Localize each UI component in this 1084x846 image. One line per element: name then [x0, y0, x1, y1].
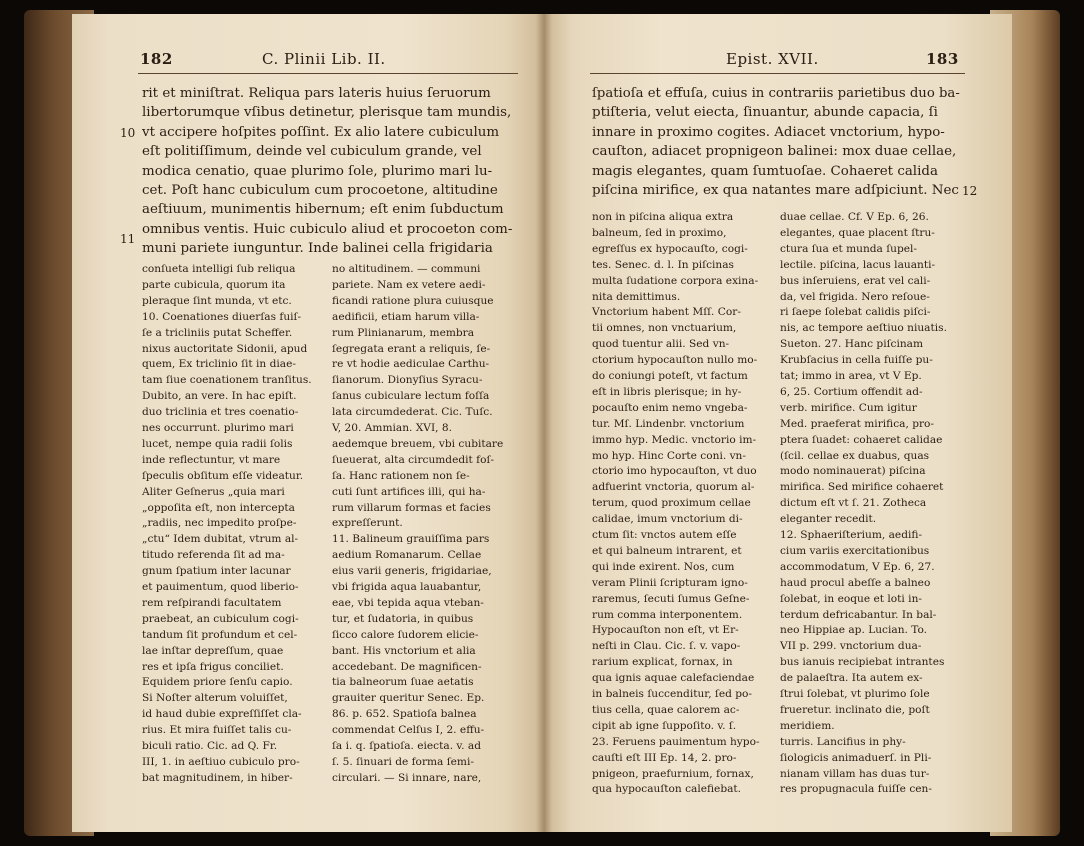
note-line: ficandi ratione plura cuiusque: [332, 294, 494, 307]
note-line: pariete. Nam ex vetere aedi-: [332, 278, 486, 291]
note-line: cauſti eſt III Ep. 14, 2. pro-: [592, 751, 737, 764]
note-line: nixus auctoritate Sidonii, apud: [142, 342, 308, 355]
note-line: 23. Feruens pauimentum hypo-: [592, 735, 760, 748]
note-line: ſanus cubiculare lectum foſſa: [332, 390, 490, 403]
note-line: Aliter Geſnerus „quia mari: [142, 485, 285, 498]
right-page-number: 183: [926, 50, 959, 68]
right-header-rule: [590, 73, 965, 74]
note-line: pocauſto enim nemo vngeba-: [592, 401, 748, 414]
text-line: rit et miniſtrat. Reliqua pars lateris huius ſeruorum: [142, 86, 491, 101]
text-line: eſt politiſſimum, deinde vel cubiculum grande, vel: [142, 144, 482, 160]
text-line: aeſtiuum, munimentis hibernum; eſt enim ſubductum: [142, 202, 504, 218]
note-line: ſ. 5. ſinuari de forma ſemi-: [332, 755, 474, 768]
note-line: multa ſudatione corpora exina-: [592, 274, 759, 287]
note-line: ſpeculis obſitum eſſe videatur.: [142, 469, 304, 482]
note-line: meridiem.: [780, 719, 835, 732]
note-line: Krubſacius in cella fuiſſe pu-: [780, 354, 933, 367]
note-line: calidae, imum vnctorium di-: [592, 513, 743, 526]
note-line: bus ianuis recipiebat intrantes: [780, 656, 945, 669]
note-line: parte cubicula, quorum ita: [142, 278, 286, 291]
book-gutter: [536, 14, 552, 832]
note-line: res et ipſa frigus conciliet.: [142, 660, 284, 673]
note-line: „radiis, nec impedito proſpe-: [142, 517, 297, 530]
text-line: magis elegantes, quam ſumtuoſae. Cohaeret calida: [592, 163, 938, 179]
text-line: innare in proximo cogites. Adiacet vnctorium, hypo-: [592, 124, 945, 140]
text-line: ptiſteria, velut eiecta, ſinuantur, abunde capacia, ſi: [592, 105, 938, 121]
note-line: non in piſcina aliqua extra: [592, 211, 734, 223]
note-line: frueretur. inclinato die, poſt: [780, 703, 930, 716]
note-line: cipit ab igne ſuppoſito. v. ſ.: [592, 719, 737, 732]
note-line: ctorium hypocauſton nullo mo-: [592, 354, 758, 367]
text-line: cauſton, adiacet propnigeon balinei: mox duae cellae,: [592, 144, 957, 160]
note-line: eleganter recedit.: [780, 513, 877, 526]
note-line: 11. Balineum grauiſſima pars: [332, 533, 490, 546]
note-line: „oppoſita eſt, non intercepta: [142, 501, 295, 514]
margin-number: 10: [120, 126, 136, 140]
note-line: haud procul abeſſe a balneo: [780, 576, 931, 589]
note-line: 86. p. 652. Spatioſa balnea: [332, 708, 477, 721]
note-line: no altitudinem. — communi: [332, 263, 481, 275]
note-line: immo hyp. Medic. vnctorio im-: [592, 433, 757, 446]
note-line: bat magnitudinem, in hiber-: [142, 771, 293, 784]
note-line: cium variis exercitationibus: [780, 544, 930, 557]
note-line: res propugnacula fuiſſe cen-: [780, 783, 932, 796]
note-line: et qui balneum intrarent, et: [592, 544, 742, 557]
note-line: eae, vbi tepida aqua vteban-: [332, 596, 484, 609]
note-line: bus inſeruiens, erat vel cali-: [780, 274, 931, 287]
note-line: accedebant. De magnificen-: [332, 660, 482, 673]
note-line: rius. Et mira fuiſſet talis cu-: [142, 724, 292, 737]
note-line: neo Hippiae ap. Lucian. To.: [780, 624, 928, 637]
text-line: vt accipere hoſpites poſſint. Ex alio latere cubiculum: [142, 124, 500, 140]
right-running-head: Epist. XVII.: [726, 50, 819, 68]
note-line: ſtrui ſolebat, vt plurimo ſole: [780, 688, 930, 700]
note-line: neſti in Clau. Cic. ſ. v. vapo-: [592, 640, 741, 653]
note-line: Dubito, an vere. In hac epiſt.: [142, 390, 297, 403]
note-line: in balneis ſuccenditur, ſed po-: [592, 688, 753, 700]
note-line: eſt in libris plerisque; in hy-: [592, 385, 742, 398]
note-line: Vnctorium habent Mſſ. Cor-: [592, 306, 741, 319]
text-line: piſcina mirifice, ex qua natantes mare adſpiciunt. Nec: [592, 183, 959, 198]
note-line: vbi frigida aqua lauabantur,: [332, 581, 482, 593]
note-line: nes occurrunt. plurimo mari: [142, 422, 294, 434]
note-line: de palaeſtra. Ita autem ex-: [780, 672, 923, 685]
note-line: lae inſtar depreſſum, quae: [142, 644, 284, 657]
note-line: 6, 25. Cortium offendit ad-: [780, 385, 923, 398]
note-line: tam ſiue coenationem tranſitus.: [142, 374, 312, 387]
note-line: qua hypocauſton calefiebat.: [592, 783, 742, 796]
note-line: Sueton. 27. Hanc piſcinam: [780, 338, 924, 351]
note-line: rum comma interponentem.: [592, 608, 743, 621]
note-line: adfuerint vnctoria, quorum al-: [592, 481, 755, 494]
text-line: libertorumque vſibus detinetur, plerisque tam mundis,: [142, 105, 512, 121]
left-page-number: 182: [140, 50, 173, 68]
note-line: aedemque breuem, vbi cubitare: [332, 437, 504, 450]
note-line: ſa i. q. ſpatioſa. eiecta. v. ad: [332, 740, 481, 752]
note-line: inde reflectuntur, vt mare: [142, 453, 281, 466]
left-header-rule: [138, 73, 518, 74]
note-line: nis, ac tempore aeſtiuo niuatis.: [780, 322, 947, 335]
note-line: balneum, ſed in proximo,: [592, 226, 727, 239]
note-line: quod tuentur alii. Sed vn-: [592, 338, 730, 351]
note-line: dictum eſt vt ſ. 21. Zotheca: [780, 497, 927, 510]
note-line: duae cellae. Cf. V Ep. 6, 26.: [780, 211, 929, 223]
text-line: omnibus ventis. Huic cubiculo aliud et procoeton com-: [142, 221, 513, 237]
note-line: terum, quod proximum cellae: [592, 497, 751, 510]
note-line: conſueta intelligi ſub reliqua: [142, 263, 296, 275]
note-line: et pauimentum, quod liberio-: [142, 581, 299, 593]
note-line: eius varii generis, frigidariae,: [332, 565, 492, 578]
note-line: commendat Celſus I, 2. effu-: [332, 724, 485, 737]
note-line: ſegregata erant a reliquis, ſe-: [332, 342, 491, 355]
note-line: ptera ſuadet: cohaeret calidae: [780, 433, 943, 446]
note-line: do coniungi poteſt, vt factum: [592, 370, 748, 382]
note-line: qui inde exirent. Nos, cum: [592, 560, 735, 573]
note-line: Hypocauſton non eſt, vt Er-: [592, 624, 739, 637]
note-line: ctorio imo hypocauſton, vt duo: [592, 465, 757, 478]
note-line: bant. His vnctorium et alia: [332, 644, 476, 657]
note-line: 10. Coenationes diuerſas fuiſ-: [142, 310, 302, 323]
note-line: tes. Senec. d. l. In piſcinas: [592, 258, 734, 271]
note-line: Med. praeferat mirifica, pro-: [780, 417, 934, 430]
note-line: nianam villam has duas tur-: [780, 767, 930, 780]
note-line: circulari. — Si innare, nare,: [332, 771, 482, 784]
note-line: mirifica. Sed mirifice cohaeret: [780, 481, 944, 494]
note-line: cuti ſunt artifices illi, qui ha-: [332, 485, 486, 498]
note-line: da, vel frigida. Nero reſoue-: [780, 290, 930, 303]
note-line: accommodatum, V Ep. 6, 27.: [780, 560, 935, 573]
note-line: rem reſpirandi facultatem: [142, 596, 282, 609]
text-line: ſpatioſa et effuſa, cuius in contrariis parietibus duo ba-: [592, 86, 960, 101]
note-line: duo triclinia et tres coenatio-: [142, 406, 299, 419]
note-line: ſianorum. Dionyſius Syracu-: [332, 374, 483, 387]
note-line: rum villarum formas et facies: [332, 501, 491, 514]
text-line: cet. Poſt hanc cubiculum cum procoetone, altitudine: [142, 183, 498, 198]
note-line: raremus, ſecuti ſumus Geſne-: [592, 592, 750, 605]
note-line: tii omnes, non vnctuarium,: [592, 322, 737, 335]
left-running-head: C. Plinii Lib. II.: [262, 50, 386, 68]
note-line: modo nominauerat) piſcina: [780, 465, 926, 478]
note-line: pleraque ſint munda, vt etc.: [142, 294, 292, 307]
note-line: ſueuerat, alta circumdedit foſ-: [332, 453, 494, 466]
note-line: tur. Mſ. Lindenbr. vnctorium: [592, 417, 745, 430]
note-line: qua ignis aquae calefaciendae: [592, 672, 755, 685]
note-line: re vt hodie aediculae Carthu-: [332, 358, 490, 371]
note-line: rarium explicat, fornax, in: [592, 656, 733, 669]
note-line: praebeat, an cubiculum cogi-: [142, 612, 299, 625]
note-line: ſolebat, in eoque et loti in-: [780, 592, 922, 605]
note-line: elegantes, quae placent ſtru-: [780, 226, 935, 239]
note-line: ri ſaepe ſolebat calidis piſci-: [780, 306, 931, 319]
note-line: (ſcil. cellae ex duabus, quas: [780, 449, 930, 462]
note-line: VII p. 299. vnctorium dua-: [780, 640, 922, 653]
note-line: gnum ſpatium inter lacunar: [142, 565, 291, 578]
note-line: Equidem priore ſenſu capio.: [142, 676, 293, 689]
text-line: muni pariete iunguntur. Inde balinei cella frigidaria: [142, 241, 493, 257]
note-line: mo hyp. Hinc Corte coni. vn-: [592, 449, 746, 462]
note-line: ſa. Hanc rationem non ſe-: [332, 469, 470, 482]
note-line: „ctu“ Idem dubitat, vtrum al-: [142, 533, 299, 546]
note-line: quem, Ex triclinio ſit in diae-: [142, 358, 296, 371]
note-line: ſe a tricliniis putat Scheffer.: [142, 326, 293, 339]
note-line: tius cella, quae calorem ac-: [592, 703, 740, 716]
text-line: modica cenatio, quae plurimo ſole, plurimo mari lu-: [142, 163, 493, 179]
note-line: lata circumdederat. Cic. Tuſc.: [332, 406, 493, 419]
note-line: Si Noſter alterum voluiſſet,: [142, 692, 288, 705]
note-line: III, 1. in aeſtiuo cubiculo pro-: [142, 755, 300, 768]
note-line: biculi ratio. Cic. ad Q. Fr.: [142, 740, 278, 752]
note-line: tandum ſit profundum et cel-: [142, 628, 298, 641]
note-line: ſicco calore ſudorem elicie-: [332, 628, 479, 641]
note-line: titudo referenda ſit ad ma-: [142, 549, 285, 562]
note-line: pnigeon, praefurnium, fornax,: [592, 767, 754, 780]
note-line: verb. mirifice. Cum igitur: [780, 401, 917, 414]
note-line: turris. Lancifius in phy-: [780, 735, 906, 748]
note-line: ctura ſua et munda ſupel-: [780, 242, 917, 255]
note-line: lectile. piſcina, lacus lauanti-: [780, 258, 936, 271]
note-line: id haud dubie expreſſiſſet cla-: [142, 708, 302, 721]
note-line: ſiologicis animaduerſ. in Pli-: [780, 751, 932, 764]
note-line: aedificii, etiam harum villa-: [332, 310, 480, 323]
note-line: grauiter queritur Senec. Ep.: [332, 692, 485, 705]
note-line: lucet, nempe quia radii ſolis: [142, 437, 293, 450]
note-line: egreſſus ex hypocauſto, cogi-: [592, 242, 748, 255]
note-line: ctum ſit: vnctos autem eſſe: [592, 529, 737, 541]
note-line: expreſſerunt.: [332, 517, 403, 530]
note-line: terdum defricabantur. In bal-: [780, 608, 937, 621]
note-line: tat; immo in area, vt V Ep.: [780, 370, 922, 382]
note-line: V, 20. Ammian. XVI, 8.: [332, 422, 452, 434]
margin-number: 11: [120, 232, 136, 246]
margin-number: 12: [962, 184, 978, 198]
note-line: nita demittimus.: [592, 290, 681, 303]
note-line: 12. Sphaeriſterium, aedifi-: [780, 529, 923, 541]
note-line: rum Plinianarum, membra: [332, 326, 475, 339]
note-line: tur, et ſudatoria, in quibus: [332, 612, 474, 625]
note-line: aedium Romanarum. Cellae: [332, 549, 482, 562]
note-line: tia balneorum ſuae aetatis: [332, 676, 474, 689]
note-line: veram Plinii ſcripturam igno-: [592, 576, 748, 589]
